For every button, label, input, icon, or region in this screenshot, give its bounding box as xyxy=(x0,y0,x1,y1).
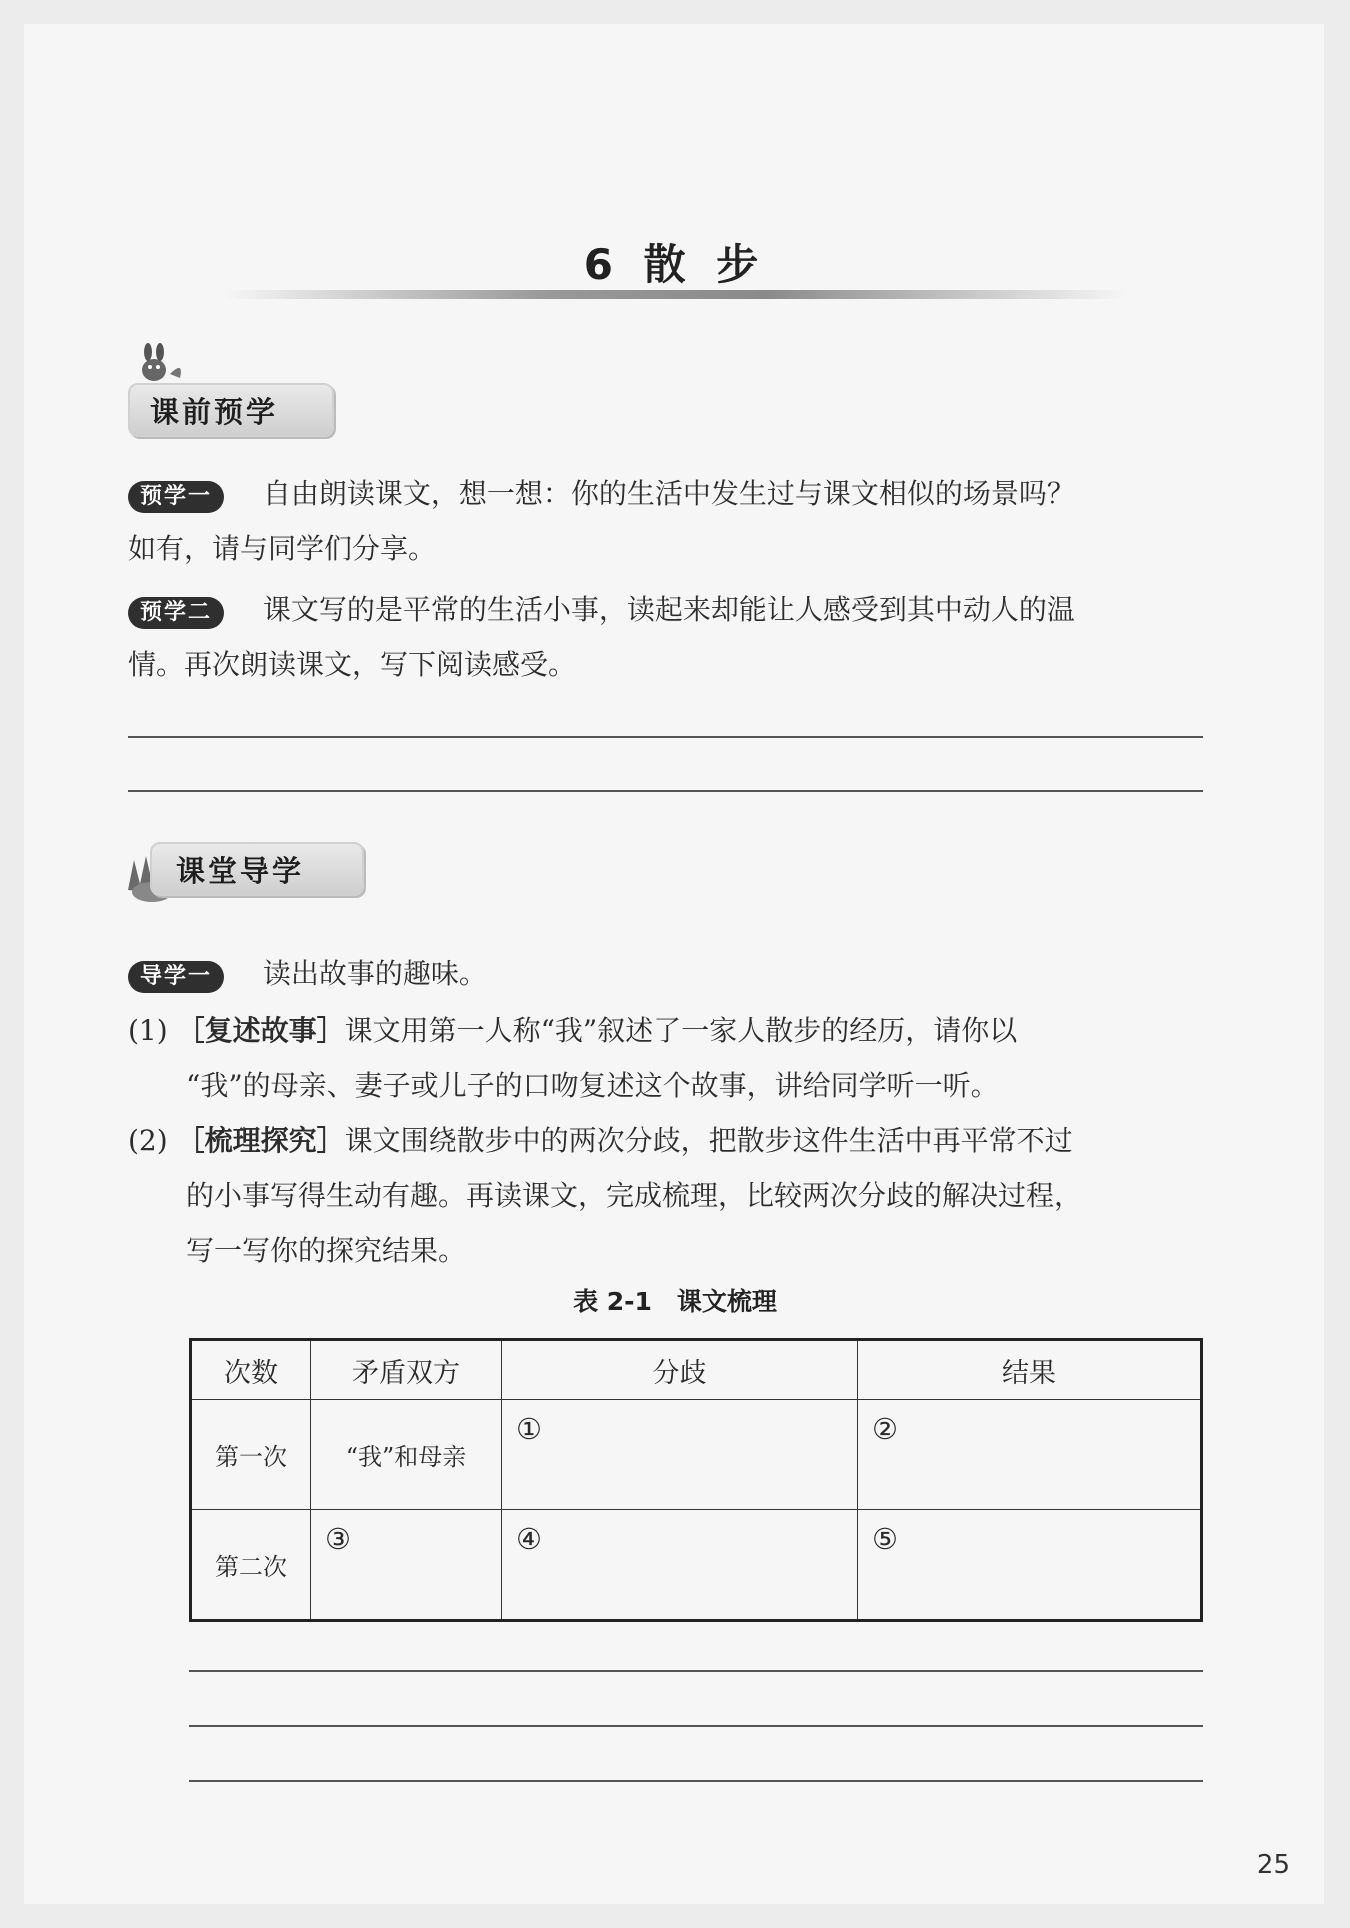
section-badge-preview: 课前预学 xyxy=(128,383,334,437)
header-result: 结果 xyxy=(858,1340,1202,1400)
answer-cell[interactable] xyxy=(502,1400,858,1510)
table-row xyxy=(191,1400,1202,1510)
question-1 xyxy=(128,1003,1208,1113)
preview-2-pill: 预学二 xyxy=(128,597,224,629)
guide-1-pill: 导学一 xyxy=(128,961,224,993)
q2-number: (2) xyxy=(128,1124,168,1157)
answer-cell[interactable] xyxy=(858,1510,1202,1621)
circled-number: ③ xyxy=(325,1522,351,1556)
preview-item-1 xyxy=(128,466,1208,576)
header-disagreement: 分歧 xyxy=(502,1340,858,1400)
q2-line2: 的小事写得生动有趣。再读课文，完成梳理，比较两次分歧的解决过程， xyxy=(186,1179,1083,1212)
q1-tag: ［复述故事］ xyxy=(176,1014,345,1047)
answer-line[interactable] xyxy=(189,1670,1203,1672)
row-label: 第一次 xyxy=(191,1400,311,1510)
lesson-title: 6 散 步 xyxy=(583,240,767,289)
table-header-row xyxy=(191,1340,1202,1400)
preview-1-line1: 自由朗读课文，想一想：你的生活中发生过与课文相似的场景吗？ xyxy=(262,477,1075,510)
header-times: 次数 xyxy=(191,1340,311,1400)
question-2 xyxy=(128,1113,1208,1278)
summary-table xyxy=(189,1338,1203,1622)
preview-2-line2: 情。再次朗读课文，写下阅读感受。 xyxy=(128,648,577,681)
table-row xyxy=(191,1510,1202,1621)
q1-number: (1) xyxy=(128,1014,168,1047)
circled-number: ④ xyxy=(516,1522,542,1556)
row-label: 第二次 xyxy=(191,1510,311,1621)
q1-line2: “我”的母亲、妻子或儿子的口吻复述这个故事，讲给同学听一听。 xyxy=(186,1069,999,1102)
circled-number: ① xyxy=(516,1412,542,1446)
preview-1-line2: 如有，请与同学们分享。 xyxy=(128,532,437,565)
answer-line[interactable] xyxy=(128,790,1203,792)
circled-number: ⑤ xyxy=(872,1522,898,1556)
preview-2-line1: 课文写的是平常的生活小事，读起来却能让人感受到其中动人的温 xyxy=(262,593,1075,626)
q2-tag: ［梳理探究］ xyxy=(176,1124,345,1157)
guide-1-text: 读出故事的趣味。 xyxy=(262,957,487,990)
q2-line1: 课文围绕散步中的两次分歧，把散步这件生活中再平常不过 xyxy=(344,1124,1073,1157)
section-badge-classroom: 课堂导学 xyxy=(150,842,364,896)
answer-line[interactable] xyxy=(189,1780,1203,1782)
title-underline xyxy=(225,290,1125,299)
header-parties: 矛盾双方 xyxy=(311,1340,502,1400)
answer-line[interactable] xyxy=(128,736,1203,738)
guide-task-1 xyxy=(128,946,1208,1001)
table-caption: 表 2-1 课文梳理 xyxy=(573,1287,777,1316)
circled-number: ② xyxy=(872,1412,898,1446)
answer-line[interactable] xyxy=(189,1725,1203,1727)
q2-line3: 写一写你的探究结果。 xyxy=(186,1234,467,1267)
preview-item-2 xyxy=(128,582,1208,692)
squirrel-icon xyxy=(134,340,190,384)
page-number: 25 xyxy=(1256,1850,1290,1880)
answer-cell[interactable] xyxy=(311,1510,502,1621)
q1-line1: 课文用第一人称“我”叙述了一家人散步的经历，请你以 xyxy=(344,1014,1018,1047)
preview-1-pill: 预学一 xyxy=(128,481,224,513)
parties-cell: “我”和母亲 xyxy=(311,1400,502,1510)
answer-cell[interactable] xyxy=(858,1400,1202,1510)
answer-cell[interactable] xyxy=(502,1510,858,1621)
